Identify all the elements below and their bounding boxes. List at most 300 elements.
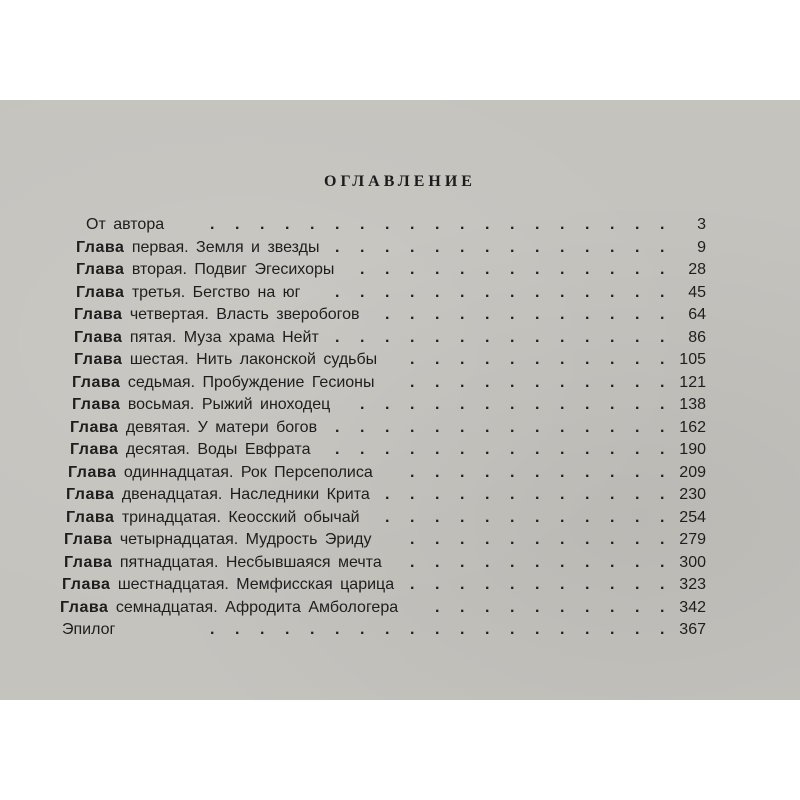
leader-dot: . <box>610 261 615 278</box>
leader-dot: . <box>510 373 515 391</box>
leader-dot: . <box>535 261 540 278</box>
toc-entry-title <box>66 507 360 530</box>
leader-dot: . <box>610 576 615 593</box>
leader-dot: . <box>635 531 640 548</box>
leader-dot: . <box>560 351 565 368</box>
leader-dot: . <box>485 598 490 616</box>
leader-dot: . <box>460 396 465 413</box>
leader-dot: . <box>335 621 340 638</box>
leader-dot: . <box>585 238 590 256</box>
leader-dot: . <box>485 486 490 503</box>
leader-dot: . <box>460 351 465 368</box>
leader-dot: . <box>610 598 615 616</box>
toc-entry-title <box>74 349 377 372</box>
leader-dot: . <box>385 441 390 458</box>
leader-dot: . <box>410 463 415 481</box>
toc-entry-page: 45 <box>688 283 706 301</box>
leader-dot: . <box>635 418 640 436</box>
leader-dot: . <box>460 373 465 391</box>
leader-dot: . <box>410 621 415 638</box>
leader-dot: . <box>660 576 665 593</box>
toc-entry-text: семнадцатая. Афродита Амбологера <box>115 598 399 616</box>
leader-dot: . <box>435 418 440 436</box>
leader-dot: . <box>510 598 515 616</box>
leader-dot: . <box>385 508 390 526</box>
toc-entry-page: 86 <box>688 328 706 346</box>
leader-dot: . <box>610 441 615 458</box>
leader-dot: . <box>410 373 415 391</box>
leader-dot: . <box>435 306 440 323</box>
toc-entry <box>0 552 800 575</box>
toc-entry-lead: Глава <box>60 598 109 616</box>
leader-dot: . <box>435 396 440 413</box>
leader-dot: . <box>535 486 540 503</box>
toc-entry-text: первая. Земля и звезды <box>131 238 320 256</box>
leader-dot: . <box>260 216 265 233</box>
toc-entry <box>0 529 800 552</box>
leader-dot: . <box>660 351 665 368</box>
toc-entry-page: 28 <box>688 261 706 278</box>
leader-dot: . <box>660 531 665 548</box>
table-of-contents <box>0 214 800 642</box>
leader-dot: . <box>535 351 540 368</box>
toc-entry-title <box>68 462 373 485</box>
leader-dot: . <box>460 531 465 548</box>
toc-entry-lead: Глава <box>74 351 123 368</box>
toc-entry-page: 190 <box>679 441 706 458</box>
leader-dot: . <box>635 576 640 593</box>
leader-dot: . <box>635 598 640 616</box>
leader-dot: . <box>410 396 415 413</box>
leader-dot: . <box>635 463 640 481</box>
leader-dot: . <box>435 531 440 548</box>
leader-dot: . <box>385 328 390 346</box>
leader-dot: . <box>585 621 590 638</box>
leader-dot: . <box>385 418 390 436</box>
leader-dot: . <box>560 553 565 571</box>
leader-dot: . <box>410 351 415 368</box>
leader-dot: . <box>435 441 440 458</box>
leader-dot: . <box>435 576 440 593</box>
leader-dot: . <box>460 598 465 616</box>
leader-dot: . <box>460 553 465 571</box>
toc-entry-lead: Глава <box>64 531 113 548</box>
leader-dot: . <box>635 508 640 526</box>
leader-dot: . <box>635 261 640 278</box>
leader-dot: . <box>635 373 640 391</box>
leader-dot: . <box>310 621 315 638</box>
leader-dot: . <box>510 418 515 436</box>
toc-entry-page: 342 <box>679 598 706 616</box>
leader-dot: . <box>610 306 615 323</box>
leader-dot: . <box>610 283 615 301</box>
leader-dot: . <box>635 283 640 301</box>
leader-dot: . <box>585 351 590 368</box>
leader-dot: . <box>535 328 540 346</box>
leader-dot: . <box>435 351 440 368</box>
leader-dot: . <box>660 598 665 616</box>
toc-entry-text: двенадцатая. Наследники Крита <box>121 486 370 503</box>
leader-dot: . <box>660 238 665 256</box>
toc-entry <box>0 214 800 237</box>
leader-dot: . <box>610 238 615 256</box>
toc-entry-page: 162 <box>679 418 706 436</box>
toc-entry <box>0 237 800 260</box>
leader-dot: . <box>610 351 615 368</box>
leader-dot: . <box>235 621 240 638</box>
leader-dot: . <box>510 306 515 323</box>
leader-dot: . <box>610 463 615 481</box>
leader-dot: . <box>460 306 465 323</box>
leader-dot: . <box>610 396 615 413</box>
leader-dot: . <box>410 441 415 458</box>
leader-dot: . <box>410 328 415 346</box>
leader-dot: . <box>485 238 490 256</box>
leader-dot: . <box>435 373 440 391</box>
leader-dot: . <box>460 576 465 593</box>
leader-dot: . <box>460 261 465 278</box>
leader-dot: . <box>260 621 265 638</box>
leader-dot: . <box>635 306 640 323</box>
toc-entry-lead: Глава <box>74 306 123 323</box>
toc-entry-page: 300 <box>679 553 706 571</box>
leader-dot: . <box>435 553 440 571</box>
leader-dot: . <box>360 283 365 301</box>
leader-dot: . <box>485 576 490 593</box>
leader-dot: . <box>510 576 515 593</box>
leader-dot: . <box>460 328 465 346</box>
toc-entry-title <box>62 574 394 597</box>
leader-dot: . <box>410 418 415 436</box>
leader-dot: . <box>560 486 565 503</box>
toc-entry <box>0 462 800 485</box>
leader-dot: . <box>535 463 540 481</box>
leader-dot: . <box>360 441 365 458</box>
toc-entry-text: Эпилог <box>62 621 116 638</box>
leader-dot: . <box>510 486 515 503</box>
leader-dot: . <box>335 216 340 233</box>
leader-dot: . <box>410 531 415 548</box>
toc-entry-lead: Глава <box>76 283 125 301</box>
leader-dot: . <box>660 373 665 391</box>
leader-dot: . <box>485 418 490 436</box>
toc-entry-lead: Глава <box>70 418 119 436</box>
leader-dot: . <box>385 216 390 233</box>
toc-entry-title <box>72 372 375 395</box>
toc-entry-page: 279 <box>679 531 706 548</box>
leader-dot: . <box>410 306 415 323</box>
leader-dot: . <box>410 553 415 571</box>
toc-entry-text: четвертая. Власть зверобогов <box>129 306 360 323</box>
toc-entry-title <box>74 327 319 350</box>
toc-entry-text: пятая. Муза храма Нейт <box>129 328 319 346</box>
leader-dot: . <box>560 283 565 301</box>
leader-dot: . <box>585 508 590 526</box>
leader-dot: . <box>510 508 515 526</box>
toc-entry <box>0 597 800 620</box>
leader-dot: . <box>510 396 515 413</box>
leader-dot: . <box>385 306 390 323</box>
leader-dot: . <box>485 396 490 413</box>
leader-dot: . <box>485 508 490 526</box>
toc-entry-page: 138 <box>679 396 706 413</box>
leader-dot: . <box>285 216 290 233</box>
toc-entry-lead: Глава <box>70 441 119 458</box>
leader-dot: . <box>560 328 565 346</box>
toc-entry-lead: Глава <box>72 396 121 413</box>
leader-dot: . <box>485 373 490 391</box>
leader-dot: . <box>560 306 565 323</box>
book-page <box>0 100 800 700</box>
leader-dot: . <box>585 598 590 616</box>
leader-dot: . <box>385 486 390 503</box>
toc-entry-lead: Глава <box>66 486 115 503</box>
leader-dot: . <box>485 621 490 638</box>
leader-dot: . <box>435 328 440 346</box>
toc-entry-lead: Глава <box>72 373 121 391</box>
toc-entry <box>0 327 800 350</box>
toc-entry-title <box>70 417 317 440</box>
leader-dot: . <box>610 621 615 638</box>
leader-dot: . <box>585 441 590 458</box>
toc-entry-text: шестнадцатая. Мемфисская царица <box>117 576 395 593</box>
leader-dot: . <box>410 238 415 256</box>
leader-dot: . <box>435 463 440 481</box>
leader-dot: . <box>585 306 590 323</box>
toc-entry <box>0 574 800 597</box>
toc-entry-page: 209 <box>679 463 706 481</box>
leader-dot: . <box>660 621 665 638</box>
toc-entry <box>0 259 800 282</box>
leader-dot: . <box>485 216 490 233</box>
toc-entry <box>0 372 800 395</box>
leader-dot: . <box>460 283 465 301</box>
leader-dot: . <box>560 598 565 616</box>
leader-dot: . <box>210 216 215 233</box>
toc-entry-page: 230 <box>679 486 706 503</box>
toc-entry-page: 323 <box>679 576 706 593</box>
leader-dot: . <box>660 283 665 301</box>
leader-dot: . <box>410 508 415 526</box>
leader-dot: . <box>285 621 290 638</box>
toc-entry-page: 121 <box>679 373 706 391</box>
toc-entry-lead: Глава <box>66 508 115 526</box>
toc-entry <box>0 417 800 440</box>
leader-dot: . <box>360 418 365 436</box>
leader-dot: . <box>360 238 365 256</box>
toc-entry-page: 367 <box>679 621 706 638</box>
toc-entry-text: четырнадцатая. Мудрость Эриду <box>119 531 372 548</box>
leader-dot: . <box>635 441 640 458</box>
leader-dot: . <box>560 508 565 526</box>
leader-dot: . <box>510 463 515 481</box>
toc-entry-text: вторая. Подвиг Эгесихоры <box>131 261 335 278</box>
toc-entry-text: третья. Бегство на юг <box>131 283 301 301</box>
leader-dot: . <box>510 216 515 233</box>
toc-entry-title <box>72 394 330 417</box>
toc-entry <box>0 507 800 530</box>
leader-dot: . <box>585 283 590 301</box>
toc-entry-lead: Глава <box>68 463 117 481</box>
leader-dot: . <box>485 531 490 548</box>
leader-dot: . <box>560 576 565 593</box>
leader-dot: . <box>585 486 590 503</box>
leader-dot: . <box>235 216 240 233</box>
leader-dot: . <box>635 238 640 256</box>
leader-dot: . <box>560 418 565 436</box>
leader-dot: . <box>585 396 590 413</box>
toc-entry-page: 3 <box>697 216 706 233</box>
leader-dot: . <box>635 216 640 233</box>
leader-dot: . <box>510 621 515 638</box>
page-title: ОГЛАВЛЕНИЕ <box>324 173 476 190</box>
leader-dot: . <box>535 553 540 571</box>
leader-dot: . <box>435 283 440 301</box>
leader-dot: . <box>535 576 540 593</box>
leader-dot: . <box>610 486 615 503</box>
leader-dot: . <box>360 328 365 346</box>
toc-entry <box>0 484 800 507</box>
toc-entry-lead: Глава <box>76 261 125 278</box>
leader-dot: . <box>560 441 565 458</box>
toc-entry <box>0 304 800 327</box>
leader-dot: . <box>585 463 590 481</box>
leader-dot: . <box>610 553 615 571</box>
leader-dot: . <box>535 216 540 233</box>
leader-dot: . <box>360 396 365 413</box>
leader-dot: . <box>635 486 640 503</box>
leader-dot: . <box>210 621 215 638</box>
leader-dot: . <box>535 508 540 526</box>
leader-dot: . <box>485 351 490 368</box>
toc-entry-text: тринадцатая. Кеосский обычай <box>121 508 360 526</box>
toc-entry-title <box>60 597 398 620</box>
leader-dot: . <box>510 553 515 571</box>
leader-dot: . <box>485 261 490 278</box>
leader-dot: . <box>510 328 515 346</box>
toc-entry <box>0 394 800 417</box>
leader-dot: . <box>385 283 390 301</box>
leader-dot: . <box>585 553 590 571</box>
leader-dot: . <box>360 216 365 233</box>
toc-entry-title <box>62 619 115 642</box>
toc-entry-title <box>66 484 370 507</box>
toc-entry-page: 64 <box>688 306 706 323</box>
leader-dot: . <box>410 283 415 301</box>
leader-dot: . <box>310 216 315 233</box>
leader-dot: . <box>660 553 665 571</box>
leader-dot: . <box>510 351 515 368</box>
toc-entry-lead: Глава <box>76 238 125 256</box>
leader-dot: . <box>335 283 340 301</box>
toc-entry-text: шестая. Нить лаконской судьбы <box>129 351 378 368</box>
leader-dot: . <box>560 261 565 278</box>
toc-entry-title <box>76 237 319 260</box>
leader-dot: . <box>535 621 540 638</box>
leader-dot: . <box>385 261 390 278</box>
leader-dot: . <box>660 508 665 526</box>
leader-dot: . <box>485 463 490 481</box>
leader-dot: . <box>410 576 415 593</box>
toc-entry-text: восьмая. Рыжий иноходец <box>127 396 331 413</box>
leader-dot: . <box>660 306 665 323</box>
toc-entry-text: десятая. Воды Евфрата <box>125 441 311 458</box>
toc-entry-title <box>70 439 310 462</box>
leader-dot: . <box>585 328 590 346</box>
leader-dot: . <box>560 238 565 256</box>
leader-dot: . <box>485 306 490 323</box>
toc-entry-page: 9 <box>697 238 706 256</box>
leader-dot: . <box>585 418 590 436</box>
leader-dot: . <box>660 463 665 481</box>
leader-dot: . <box>535 441 540 458</box>
toc-entry-text: пятнадцатая. Несбывшаяся мечта <box>119 553 382 571</box>
toc-entry-lead: Глава <box>74 328 123 346</box>
leader-dot: . <box>560 396 565 413</box>
toc-entry-text: седьмая. Пробуждение Гесионы <box>127 373 375 391</box>
leader-dot: . <box>610 418 615 436</box>
toc-entry <box>0 282 800 305</box>
leader-dot: . <box>660 418 665 436</box>
leader-dot: . <box>610 373 615 391</box>
leader-dot: . <box>460 238 465 256</box>
leader-dot: . <box>435 238 440 256</box>
leader-dot: . <box>510 441 515 458</box>
leader-dot: . <box>610 216 615 233</box>
leader-dot: . <box>335 441 340 458</box>
leader-dot: . <box>585 373 590 391</box>
leader-dot: . <box>485 328 490 346</box>
leader-dot: . <box>335 418 340 436</box>
leader-dot: . <box>385 396 390 413</box>
leader-dot: . <box>410 216 415 233</box>
leader-dot: . <box>535 418 540 436</box>
leader-dot: . <box>435 598 440 616</box>
leader-dot: . <box>610 508 615 526</box>
toc-entry-lead: Глава <box>62 576 111 593</box>
leader-dot: . <box>435 216 440 233</box>
toc-entry <box>0 349 800 372</box>
leader-dot: . <box>460 486 465 503</box>
leader-dot: . <box>460 508 465 526</box>
toc-entry-title <box>86 214 164 237</box>
leader-dot: . <box>585 261 590 278</box>
toc-entry-text: От автора <box>86 216 165 233</box>
leader-dot: . <box>535 306 540 323</box>
leader-dot: . <box>410 486 415 503</box>
leader-dot: . <box>660 261 665 278</box>
leader-dot: . <box>635 553 640 571</box>
leader-dot: . <box>385 621 390 638</box>
leader-dot: . <box>585 531 590 548</box>
leader-dot: . <box>635 351 640 368</box>
leader-dot: . <box>435 621 440 638</box>
leader-dot: . <box>460 441 465 458</box>
leader-dot: . <box>510 283 515 301</box>
leader-dot: . <box>560 621 565 638</box>
leader-dot: . <box>610 328 615 346</box>
leader-dot: . <box>435 508 440 526</box>
toc-entry-title <box>74 304 360 327</box>
leader-dot: . <box>635 328 640 346</box>
leader-dot: . <box>460 418 465 436</box>
leader-dot: . <box>660 441 665 458</box>
leader-dot: . <box>460 216 465 233</box>
leader-dot: . <box>485 283 490 301</box>
toc-entry-title <box>64 552 382 575</box>
toc-entry <box>0 439 800 462</box>
leader-dot: . <box>510 531 515 548</box>
